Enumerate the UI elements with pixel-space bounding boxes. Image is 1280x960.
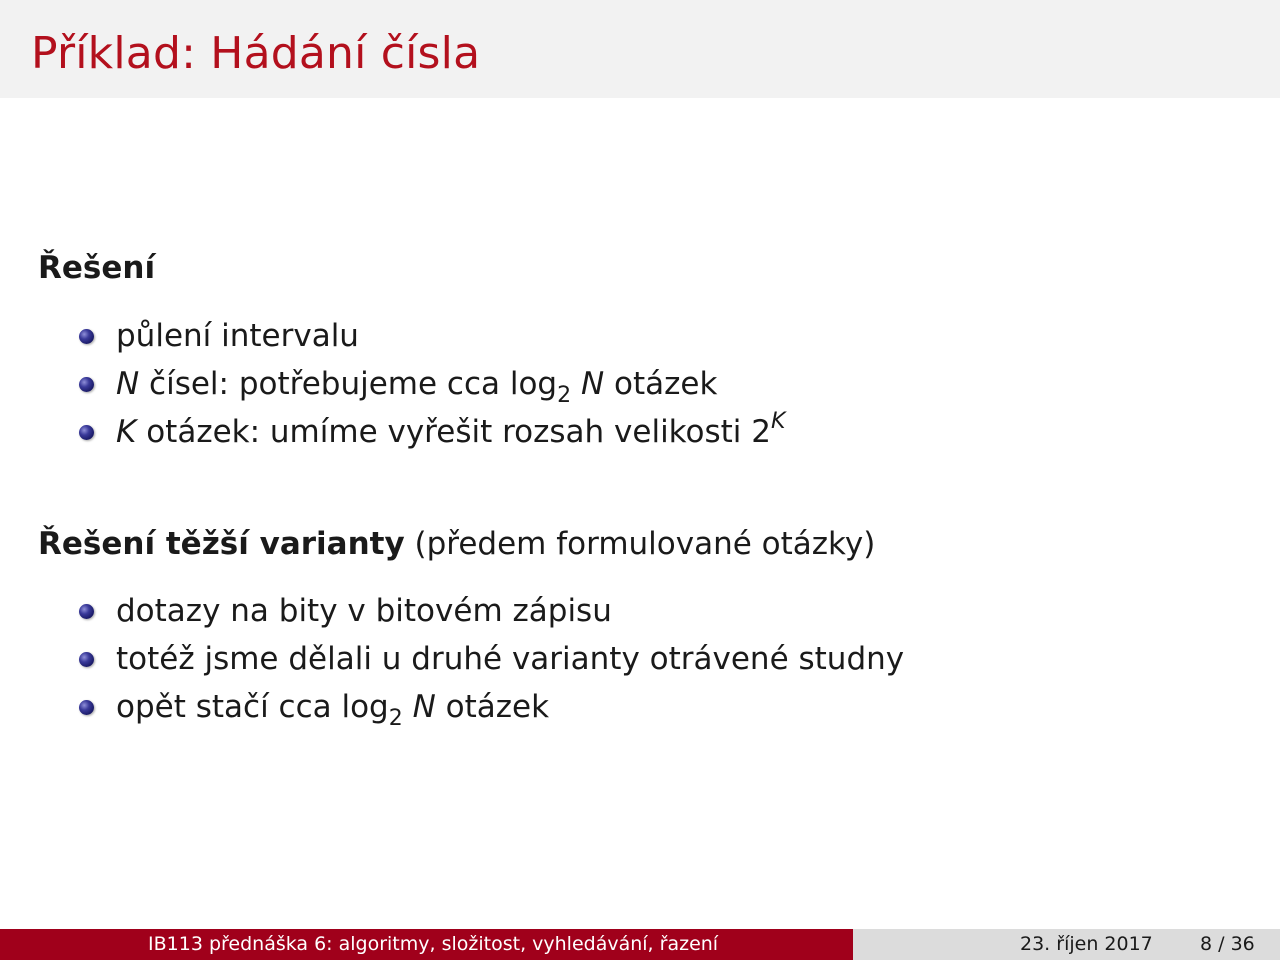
slide-title: Příklad: Hádání čísla <box>31 28 481 79</box>
subscript: 2 <box>557 383 572 408</box>
math-variable: K <box>116 414 137 450</box>
solution-list <box>76 314 785 458</box>
footer-course-title: IB113 přednáška 6: algoritmy, složitost, vyhledávání, řazení <box>148 933 719 955</box>
list-item-text: čísel: potřebujeme cca log <box>139 366 558 402</box>
footer-page-number: 8 / 36 <box>1200 933 1255 955</box>
footer-date: 23. říjen 2017 <box>1020 933 1153 955</box>
harder-variant-list <box>76 589 904 733</box>
list-item-text: otázek: umíme vyřešit rozsah velikosti 2 <box>136 414 771 450</box>
list-item <box>76 589 904 637</box>
block-heading-solution <box>38 248 155 288</box>
math-variable: N <box>116 366 140 402</box>
ball-bullet-icon <box>79 425 94 440</box>
list-item <box>76 410 785 458</box>
ball-bullet-icon <box>79 652 94 667</box>
list-item <box>76 637 904 685</box>
block-heading-solution-text: Řešení <box>38 250 156 286</box>
block-heading-rest: (předem formulované otázky) <box>404 526 876 562</box>
list-item <box>76 314 785 362</box>
math-variable: N <box>412 689 436 725</box>
math-variable: N <box>580 366 605 402</box>
ball-bullet-icon <box>79 377 94 392</box>
list-item-text: otázek <box>604 366 718 402</box>
list-item <box>76 362 785 410</box>
list-item-text: otázek <box>435 689 550 725</box>
subscript: 2 <box>388 706 403 731</box>
block-heading-bold: Řešení těžší varianty <box>38 526 405 562</box>
list-item-text: půlení intervalu <box>116 318 359 354</box>
list-item <box>76 685 904 733</box>
list-item-text: dotazy na bity v bitovém zápisu <box>116 593 612 629</box>
ball-bullet-icon <box>79 329 94 344</box>
superscript: K <box>771 409 786 434</box>
block-heading-harder-variant <box>38 524 875 564</box>
ball-bullet-icon <box>79 700 94 715</box>
list-item-text: opět stačí cca log <box>116 689 389 725</box>
list-item-text: totéž jsme dělali u druhé varianty otrávené studny <box>116 641 905 677</box>
ball-bullet-icon <box>79 604 94 619</box>
